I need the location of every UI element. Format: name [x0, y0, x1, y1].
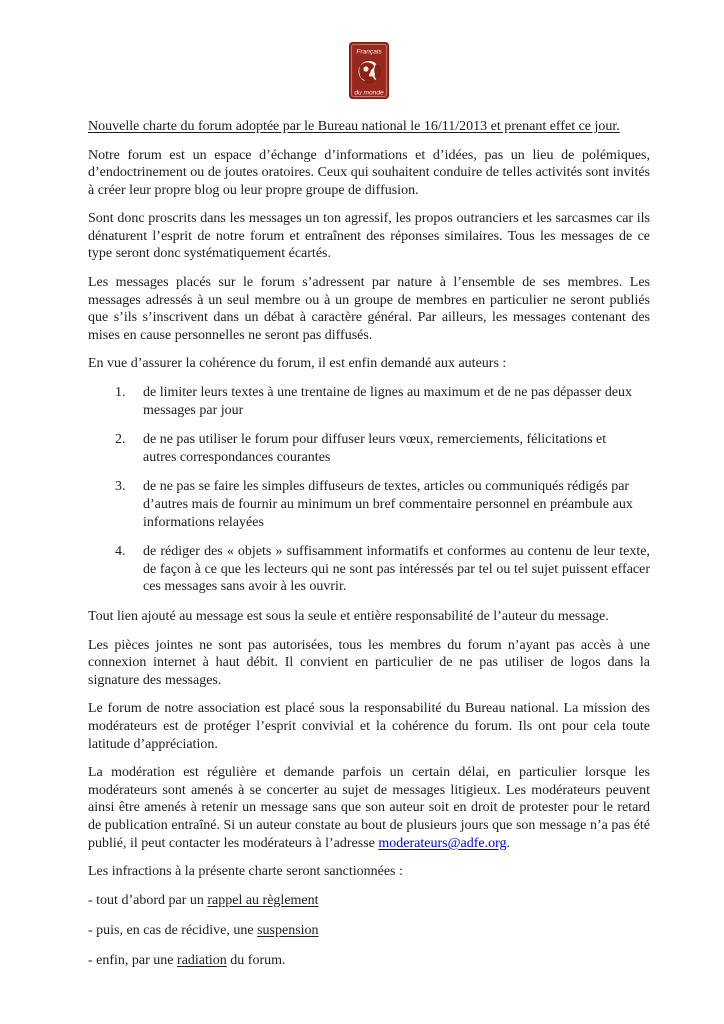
rule-number: 2. [115, 432, 126, 448]
sanction-suffix: du forum. [226, 952, 286, 968]
paragraph-attachments: Les pièces jointes ne sont pas autorisées, tous les membres du forum n’ayant pas accès à une connexion internet à haut débit. Il convient en particulier de ne pas utiliser de logos dans la signature des messages. [88, 637, 650, 688]
paragraph-moderation [88, 764, 650, 852]
rule-item-2 [115, 431, 650, 466]
paragraph-bureau-responsibility: Le forum de notre association est placé sous la responsabilité du Bureau national. La mission des modérateurs est de protéger l’esprit convivial et la cohérence du forum. Ils ont pour cela toute latitude d’appréciation. [88, 701, 650, 752]
paragraph-rules-intro: En vue d’assurer la cohérence du forum, il est enfin demandé aux auteurs : [88, 356, 507, 372]
sanction-term: rappel au règlement [207, 892, 319, 908]
rules-list [115, 384, 650, 596]
sanction-prefix: - enfin, par une [88, 952, 178, 968]
francais-du-monde-logo [349, 42, 389, 99]
paragraph-sanctions-intro: Les infractions à la présente charte seront sanctionnées : [88, 864, 403, 880]
rule-item-1 [115, 384, 650, 419]
sanction-prefix: - puis, en cas de récidive, une [88, 922, 258, 938]
rule-number: 3. [115, 479, 126, 495]
logo-text-top: Français [356, 48, 382, 56]
rule-item-4 [115, 543, 650, 596]
paragraph-forbidden-tone: Sont donc proscrits dans les messages un ton agressif, les propos outranciers et les sarcasmes car ils dénaturent l’esprit de notre forum et entraînent des réponses similaires. Tous les messages de ce type seront donc systématiquement écartés. [88, 211, 650, 262]
paragraph-forum-purpose: Notre forum est un espace d’échange d’informations et d’idées, pas un lieu de polémiques, d’endoctrinement ou de joutes oratoires. Ceux qui souhaitent conduire de telles activités sont invités à créer leur propre blog ou leur propre groupe de diffusion. [88, 147, 650, 198]
paragraph-link-responsibility: Tout lien ajouté au message est sous la seule et entière responsabilité de l’auteur du message. [88, 608, 609, 624]
rule-text: de ne pas utiliser le forum pour diffuser leurs vœux, remerciements, félicitations et autres correspondances courantes [143, 432, 607, 465]
rule-text: de ne pas se faire les simples diffuseurs de textes, articles ou communiqués rédigés par d’autres mais de fournir au minimum un bref commentaire personnel en préambule aux informations relayées [143, 479, 633, 530]
document-title: Nouvelle charte du forum adoptée par le Bureau national le 16/11/2013 et prenant effet ce jour. [88, 119, 620, 134]
sanction-prefix: - tout d’abord par un [88, 892, 208, 908]
sanction-item-radiation [88, 952, 650, 970]
rule-number: 1. [115, 385, 126, 401]
logo-text-bottom: du monde [354, 89, 384, 97]
sanction-item-rappel [88, 892, 650, 910]
moderation-text-end: . [506, 835, 510, 851]
rule-text: de rédiger des « objets » suffisamment informatifs et conformes au contenu de leur texte, de façon à ce que les lecteurs qui ne sont pas intéressés par tel ou tel sujet puissent effacer ces messages sans avoir à les ouvrir. [143, 544, 650, 595]
moderators-email-link[interactable]: moderateurs@adfe.org [378, 835, 507, 851]
rule-number: 4. [115, 544, 126, 560]
paragraph-message-audience: Les messages placés sur le forum s’adressent par nature à l’ensemble de ses membres. Les messages adressés à un seul membre ou à un groupe de membres en particulier ne seront publiés que s’ils s’inscrivent dans un débat à caractère général. Par ailleurs, les messages contenant des mises en cause personnelles ne seront pas diffusés. [88, 275, 650, 343]
rule-text: de limiter leurs textes à une trentaine de lignes au maximum et de ne pas dépasser deux messages par jour [143, 385, 633, 418]
rule-item-3 [115, 478, 650, 531]
sanction-item-suspension [88, 922, 650, 940]
sanction-term: radiation [177, 952, 227, 968]
logo-container [88, 42, 650, 99]
sanction-term: suspension [257, 922, 319, 938]
moderation-text: La modération est régulière et demande parfois un certain délai, en particulier lorsque les modérateurs sont amenés à se concerter au sujet de messages litigieux. Les modérateurs peuvent ainsi être amenés à retenir un message sans que son auteur soit en droit de protester pour le retard de publication entraîné. Si un auteur constate au bout de plusieurs jours que son message n’a pas été publié, il peut contacter les modérateurs à l’adresse [88, 765, 650, 851]
